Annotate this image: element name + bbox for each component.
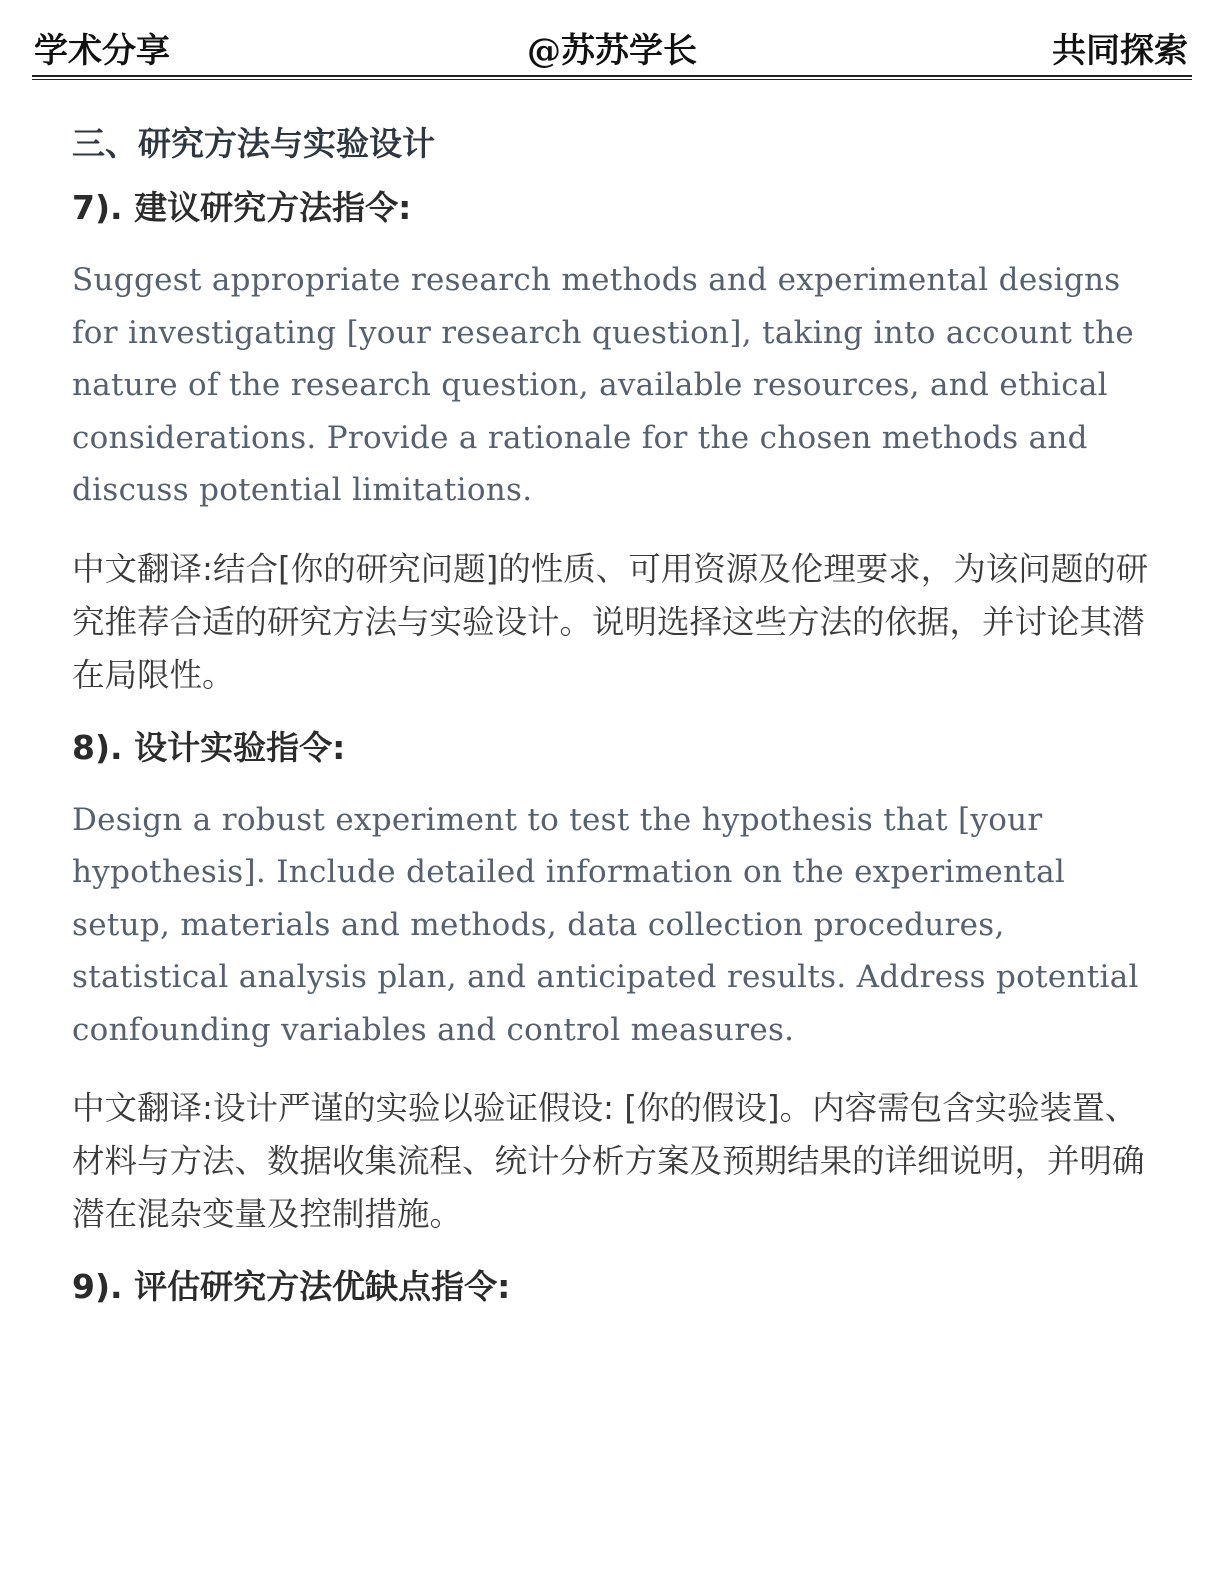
section-title: 三、研究方法与实验设计 [72,124,435,163]
item-7-title: 7). 建议研究方法指令: [72,188,412,227]
item-8-title: 8). 设计实验指令: [72,727,346,767]
item-7-english-prompt: Suggest appropriate research methods and experimental designs for investigating [your research question], taking into account the nature of the research question, available resources, and ethical considerations. Provide a rationale for the chosen methods and discuss potential limitations. [72,262,1135,508]
document-body [72,118,1152,1333]
header-right-text: 共同探索 [1052,31,1188,71]
item-8-chinese-translation: 中文翻译:设计严谨的实验以验证假设: [你的假设]。内容需包含实验装置、材料与方法、数据收集流程、统计分析方案及预期结果的详细说明，并明确潜在混杂变量及控制措施。 [72,1089,1145,1233]
header-author-handle: @苏苏学长 [527,31,697,71]
item-7-chinese-translation: 中文翻译:结合[你的研究问题]的性质、可用资源及伦理要求，为该问题的研究推荐合适的研究方法与实验设计。说明选择这些方法的依据，并讨论其潜在局限性。 [72,549,1149,694]
header-rule-thick [32,75,1192,77]
item-9-title: 9). 评估研究方法优缺点指令: [72,1267,511,1306]
header-left-text: 学术分享 [34,31,170,71]
header-rule-thin [32,79,1192,80]
page-header [32,28,1192,74]
item-8-english-prompt: Design a robust experiment to test the hypothesis that [your hypothesis]. Include detailed information on the experimental setup, materials and methods, data collection procedures, statistical analysis plan, and anticipated results. Address potential confounding variables and control measures. [72,801,1139,1048]
